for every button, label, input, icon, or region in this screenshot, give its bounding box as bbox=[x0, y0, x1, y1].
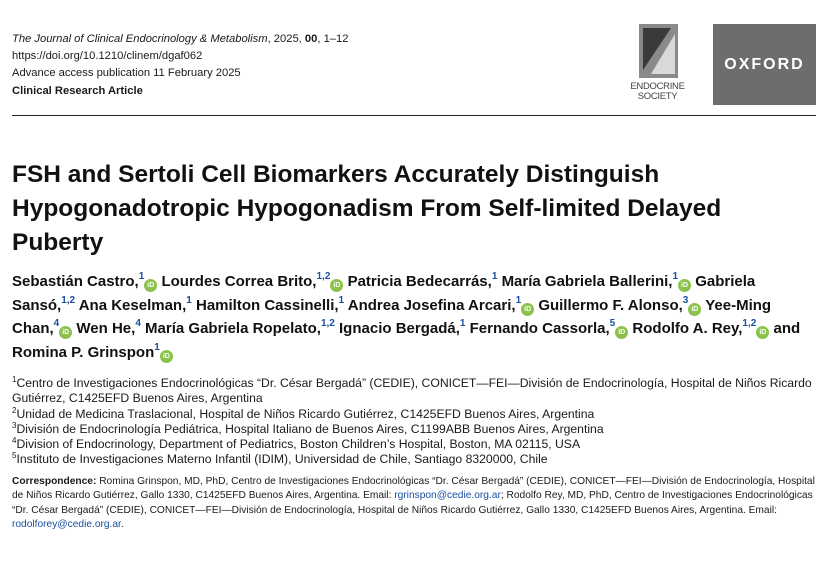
author-name[interactable]: Patricia Bedecarrás, bbox=[347, 273, 492, 290]
citation-pages: , 1–12 bbox=[317, 33, 349, 45]
email-link-grinspon[interactable]: rgrinspon@cedie.org.ar bbox=[394, 490, 501, 502]
author-affiliation-ref[interactable]: 4 bbox=[135, 318, 141, 330]
correspondence-text-3: . bbox=[120, 518, 124, 530]
affiliation-text: Instituto de Investigaciones Materno Infantil (IDIM), Universidad de Chile, Santiago 8320000, Chile bbox=[16, 452, 548, 467]
orcid-icon[interactable]: iD bbox=[160, 350, 173, 363]
author-affiliation-ref[interactable]: 1 bbox=[154, 341, 160, 353]
author-entry bbox=[76, 320, 140, 337]
author-affiliation-ref[interactable]: 1 bbox=[186, 294, 192, 306]
author-affiliation-ref[interactable]: 1 bbox=[338, 294, 345, 306]
author-entry bbox=[538, 294, 701, 314]
affiliation-text: División de Endocrinología Pediátrica, Hospital Italiano de Buenos Aires, C1199ABB Buenos Aires, Argentina bbox=[16, 421, 604, 436]
author-affiliation-ref[interactable]: 1 bbox=[672, 271, 679, 282]
author-entry bbox=[161, 273, 343, 290]
society-wordmark-line1: ENDOCRINE bbox=[630, 81, 685, 92]
author-name[interactable]: Wen He, bbox=[76, 320, 136, 338]
orcid-icon[interactable]: iD bbox=[144, 279, 157, 292]
affiliation-number: 5 bbox=[12, 451, 17, 461]
affiliation-item bbox=[12, 376, 817, 407]
correspondence-text-2: ; Rodolfo Rey, MD, PhD, Centro de Investigaciones Endocrinológicas “Dr. César Bergadá” (CEDIE), CONICET—FEI—División de Endocrinología, Hospital de Niños Ricardo Gutiérrez, Gallo 1330, C1425EFD Buenos Aires, Argentina. Email: bbox=[12, 490, 813, 516]
orcid-icon[interactable]: iD bbox=[756, 326, 769, 339]
affiliation-item bbox=[12, 452, 817, 467]
author-entry bbox=[145, 320, 335, 337]
journal-title: The Journal of Clinical Endocrinology & Metabolism bbox=[12, 33, 268, 45]
author-name[interactable]: and Romina P. Grinspon bbox=[12, 320, 801, 361]
author-name[interactable]: Gabriela Sansó, bbox=[12, 273, 756, 314]
author-entry bbox=[348, 273, 498, 290]
correspondence-label: Correspondence: bbox=[12, 476, 97, 487]
author-name[interactable]: María Gabriela Ballerini, bbox=[501, 273, 673, 290]
author-affiliation-ref[interactable]: 1,2 bbox=[316, 271, 331, 282]
affiliation-number: 4 bbox=[12, 436, 17, 446]
author-affiliation-ref[interactable]: 1 bbox=[491, 271, 498, 282]
author-name[interactable]: Ana Keselman, bbox=[78, 296, 187, 314]
author-list bbox=[12, 270, 817, 364]
author-name[interactable]: Hamilton Cassinelli, bbox=[196, 296, 339, 314]
affiliation-item bbox=[12, 437, 817, 452]
author-entry bbox=[347, 294, 534, 314]
author-entry bbox=[339, 320, 465, 337]
affiliation-text: Unidad de Medicina Traslacional, Hospital de Niños Ricardo Gutiérrez, C1425EFD Buenos Aires, Argentina bbox=[16, 406, 595, 421]
author-affiliation-ref[interactable]: 1 bbox=[515, 294, 522, 306]
author-name[interactable]: Rodolfo A. Rey, bbox=[632, 320, 743, 338]
author-entry bbox=[78, 294, 192, 314]
author-entry bbox=[196, 294, 345, 314]
affiliation-list bbox=[12, 376, 817, 468]
author-name[interactable]: Yee-Ming Chan, bbox=[12, 296, 772, 338]
author-entry bbox=[632, 320, 769, 337]
orcid-icon[interactable]: iD bbox=[615, 326, 628, 339]
affiliation-item bbox=[12, 407, 817, 422]
orcid-icon[interactable]: iD bbox=[521, 303, 534, 316]
author-name[interactable]: Fernando Cassorla, bbox=[469, 320, 610, 338]
author-affiliation-ref[interactable]: 5 bbox=[609, 318, 616, 330]
author-name[interactable]: Lourdes Correa Brito, bbox=[161, 273, 317, 290]
author-name[interactable]: Sebastián Castro, bbox=[12, 273, 139, 290]
orcid-icon[interactable]: iD bbox=[59, 326, 72, 339]
article-type: Clinical Research Article bbox=[12, 84, 143, 97]
endocrine-society-logo bbox=[615, 24, 700, 108]
orcid-icon[interactable]: iD bbox=[678, 279, 691, 292]
correspondence-block bbox=[12, 475, 817, 532]
author-affiliation-ref[interactable]: 1,2 bbox=[742, 318, 757, 330]
author-affiliation-ref[interactable]: 1,2 bbox=[61, 294, 76, 306]
citation-year: , 2025, bbox=[267, 33, 305, 45]
author-affiliation-ref[interactable]: 1 bbox=[138, 271, 145, 282]
author-name[interactable]: Ignacio Bergadá, bbox=[339, 320, 460, 338]
author-entry bbox=[470, 320, 629, 337]
endocrine-society-wordmark bbox=[615, 82, 700, 102]
affiliation-item bbox=[12, 422, 817, 437]
journal-header bbox=[12, 31, 348, 100]
affiliation-number: 3 bbox=[12, 420, 17, 430]
header-divider bbox=[12, 115, 816, 116]
author-affiliation-ref[interactable]: 1 bbox=[459, 318, 466, 330]
author-name[interactable]: Andrea Josefina Arcari, bbox=[347, 296, 516, 314]
advance-access-date: Advance access publication 11 February 2025 bbox=[12, 67, 241, 80]
journal-citation bbox=[12, 31, 348, 48]
correspondence-text-1: Romina Grinspon, MD, PhD, Centro de Investigaciones Endocrinológicas “Dr. César Bergadá” (CEDIE), CONICET—FEI—División de Endocrinología, Hospital de Niños Ricardo Gutiérrez, Gallo 1330, C1425EFD Buenos Aires, Argentina. Email: bbox=[12, 476, 815, 502]
affiliation-text: Centro de Investigaciones Endocrinológicas “Dr. César Bergadá” (CEDIE), CONICET—FEI—División de Endocrinología, Hospital de Niños Ricardo Gutiérrez, C1425EFD Buenos Aires, Argentina bbox=[12, 376, 812, 406]
author-entry bbox=[12, 273, 157, 290]
affiliation-number: 1 bbox=[12, 375, 17, 384]
doi-link[interactable]: https://doi.org/10.1210/clinem/dgaf062 bbox=[12, 50, 203, 63]
author-name[interactable]: Guillermo F. Alonso, bbox=[538, 296, 683, 314]
society-wordmark-line2: SOCIETY bbox=[637, 91, 678, 102]
oxford-logo: OXFORD bbox=[713, 24, 816, 105]
article-title: FSH and Sertoli Cell Biomarkers Accurately Distinguish Hypogonadotropic Hypogonadism From Self-limited Delayed Puberty bbox=[12, 161, 722, 256]
affiliation-text: Division of Endocrinology, Department of Pediatrics, Boston Children’s Hospital, Boston, MA 02115, USA bbox=[16, 437, 581, 452]
author-affiliation-ref[interactable]: 1,2 bbox=[320, 318, 335, 330]
orcid-icon[interactable]: iD bbox=[688, 303, 701, 316]
endocrine-society-emblem bbox=[639, 24, 678, 78]
citation-volume: 00 bbox=[304, 33, 318, 45]
author-name[interactable]: María Gabriela Ropelato, bbox=[145, 320, 321, 338]
author-entry bbox=[502, 273, 691, 290]
author-affiliation-ref[interactable]: 3 bbox=[682, 294, 689, 306]
author-affiliation-ref[interactable]: 4 bbox=[53, 318, 60, 330]
orcid-icon[interactable]: iD bbox=[330, 279, 343, 292]
email-link-rey[interactable]: rodolforey@cedie.org.ar bbox=[12, 518, 121, 530]
affiliation-number: 2 bbox=[12, 405, 17, 415]
